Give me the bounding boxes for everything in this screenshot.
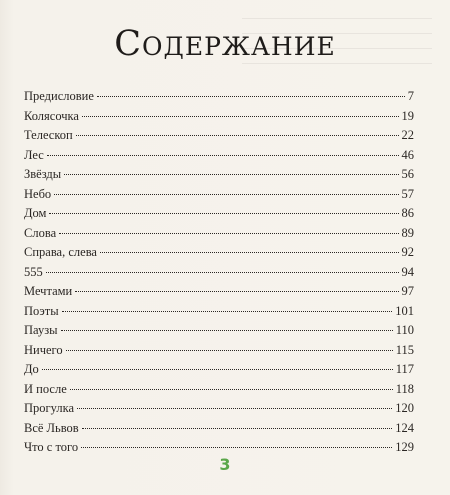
dot-leader bbox=[75, 291, 398, 292]
dot-leader bbox=[97, 96, 405, 97]
toc-entry bbox=[24, 399, 414, 419]
dot-leader bbox=[46, 272, 399, 273]
dot-leader bbox=[100, 252, 399, 253]
dot-leader bbox=[76, 135, 399, 136]
toc-entry bbox=[24, 165, 414, 185]
dot-leader bbox=[82, 428, 393, 429]
toc-entry-title: Всё Львов bbox=[24, 420, 79, 435]
toc-entry bbox=[24, 204, 414, 224]
toc-entry-page: 94 bbox=[401, 264, 414, 279]
toc-entry-title: Мечтами bbox=[24, 284, 73, 298]
toc-entry bbox=[24, 282, 414, 302]
toc-entry-page: 115 bbox=[395, 342, 414, 357]
dot-leader bbox=[47, 155, 399, 156]
toc-entry-title: 555 bbox=[24, 264, 43, 279]
dot-leader bbox=[81, 447, 392, 448]
toc-entry-title: Справа, слева bbox=[24, 245, 97, 259]
toc-entry-page: 86 bbox=[401, 206, 414, 220]
toc-entry-page: 7 bbox=[407, 89, 414, 103]
toc-entry-page: 101 bbox=[395, 303, 414, 318]
toc-entry-page: 118 bbox=[395, 381, 414, 396]
page-number: 3 bbox=[219, 455, 231, 474]
toc-entry bbox=[24, 380, 414, 400]
toc-entry bbox=[24, 321, 414, 341]
toc-entry-title: Небо bbox=[24, 186, 52, 201]
toc-entry bbox=[24, 243, 414, 263]
toc-entry bbox=[24, 419, 414, 439]
toc-entry-page: 120 bbox=[395, 401, 414, 415]
toc-entry-page: 117 bbox=[395, 362, 414, 376]
dot-leader bbox=[77, 408, 392, 409]
toc-entry-title: Колясочка bbox=[24, 108, 79, 123]
dot-leader bbox=[42, 369, 393, 370]
dot-leader bbox=[62, 311, 393, 312]
toc-entry-page: 57 bbox=[401, 186, 414, 201]
page-title: Содержание bbox=[114, 24, 336, 64]
dot-leader bbox=[61, 330, 393, 331]
dot-leader bbox=[64, 174, 398, 175]
toc-entry-page: 110 bbox=[395, 323, 414, 337]
toc-entry-title: Звёзды bbox=[24, 167, 62, 181]
dot-leader bbox=[66, 350, 393, 351]
toc-entry bbox=[24, 263, 414, 283]
toc-entry bbox=[24, 224, 414, 244]
toc-entry-page: 92 bbox=[401, 245, 414, 259]
toc-entry bbox=[24, 107, 414, 127]
dot-leader bbox=[82, 116, 399, 117]
toc-entry-page: 97 bbox=[401, 284, 414, 298]
toc-entry bbox=[24, 185, 414, 205]
toc-entry-page: 22 bbox=[401, 128, 414, 142]
toc-entry-page: 89 bbox=[401, 225, 414, 240]
toc-entry-title: Ничего bbox=[24, 342, 63, 357]
toc-entry bbox=[24, 87, 414, 107]
toc-entry bbox=[24, 302, 414, 322]
toc-entry-page: 124 bbox=[395, 420, 414, 435]
toc-entry-title: Лес bbox=[24, 147, 44, 162]
toc-entry-title: Слова bbox=[24, 225, 57, 240]
dot-leader bbox=[49, 213, 398, 214]
dot-leader bbox=[70, 389, 393, 390]
dot-leader bbox=[54, 194, 398, 195]
toc-entry bbox=[24, 341, 414, 361]
toc-entry-title: Паузы bbox=[24, 323, 58, 337]
toc-entry-title: Прогулка bbox=[24, 401, 75, 415]
toc-entry bbox=[24, 360, 414, 380]
toc-entry-page: 129 bbox=[395, 440, 414, 454]
toc-entry bbox=[24, 126, 414, 146]
toc-entry-title: Поэты bbox=[24, 303, 59, 318]
toc-entry-title: До bbox=[24, 362, 39, 376]
dot-leader bbox=[59, 233, 398, 234]
toc-entry-page: 19 bbox=[401, 108, 414, 123]
toc-entry-title: Телескоп bbox=[24, 128, 73, 142]
toc-entry-page: 46 bbox=[401, 147, 414, 162]
toc-entry-title: Дом bbox=[24, 206, 47, 220]
toc-entry-title: И после bbox=[24, 381, 67, 396]
table-of-contents bbox=[24, 87, 414, 458]
toc-entry-page: 56 bbox=[401, 167, 414, 181]
toc-entry-title: Что с того bbox=[24, 440, 79, 454]
toc-entry-title: Предисловие bbox=[24, 89, 94, 103]
toc-entry bbox=[24, 146, 414, 166]
